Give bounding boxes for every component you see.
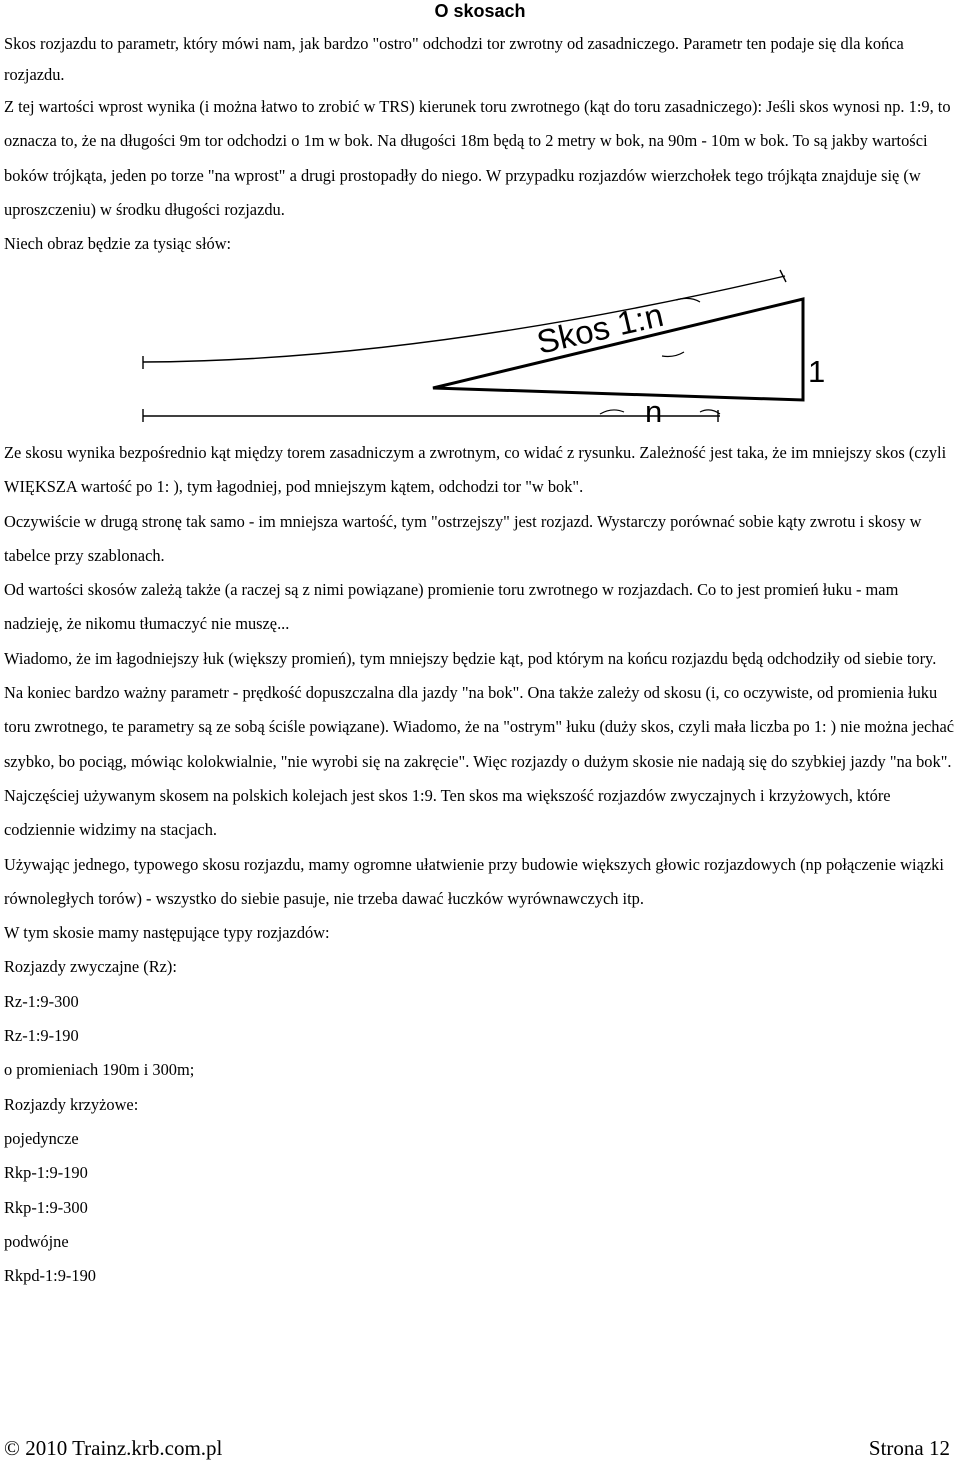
arrow-mark [700, 410, 720, 414]
list-item: Rkpd-1:9-190 [4, 1266, 96, 1286]
paragraph: Od wartości skosów zależą także (a raczej są z nimi powiązane) promienie toru zwrotnego w rozjazdach. Co to jest promień łuku - mam nadzieję, że nikomu tłumaczyć nie muszę... [4, 580, 899, 634]
paragraph: Wiadomo, że im łagodniejszy łuk (większy promień), tym mniejszy będzie kąt, pod którym na końcu rozjazdu będą odchodziły od siebie tory. [4, 648, 937, 668]
skew-label: Skos 1:n [533, 295, 667, 361]
paragraph: Z tej wartości wprost wynika (i można łatwo to zrobić w TRS) kierunek toru zwrotnego (kąt do toru zasadniczego): Jeśli skos wynosi np. 1:9, to oznacza to, że na długości 9m tor odchodzi o 1m w bok. Na długości 18m będą to 2 metry w bok, na 90m - 10m w bok. To są jakby wartości boków trójkąta, jeden po torze "na wprost" a drugi prostopadły do niego. W przypadku rozjazdów wierzchołek tego trójkąta znajduje się (w uproszczeniu) w środku długości rozjazdu. [4, 97, 951, 219]
list-heading: Rozjazdy zwyczajne (Rz): [4, 957, 177, 977]
footer-page-number: Strona 12 [868, 1436, 950, 1460]
page-title: O skosach [434, 1, 526, 21]
diverging-track-curve [143, 276, 785, 362]
page-footer [4, 1433, 950, 1463]
paragraph: Używając jednego, typowego skosu rozjazdu, mamy ogromne ułatwienie przy budowie większych głowic rozjazdowych (np połączenie wiązki równoległych torów) - wszystko do siebie pasuje, nie trzeba dawać łuczków wyrównawczych itp. [4, 854, 944, 908]
list-item: Rz-1:9-300 [4, 991, 79, 1011]
list-item: Rkp-1:9-190 [4, 1163, 88, 1183]
paragraph: Na koniec bardzo ważny parametr - prędkość dopuszczalna dla jazdy "na bok". Ona także zależy od skosu (i, co oczywiste, od promienia łuku toru zwrotnego, te parametry są ze sobą ściśle powiązane). Wiadomo, że na "ostrym" łuku (duży skos, czyli mała liczba po 1: ) nie można jechać szybko, bo pociąg, mówiąc kolokwialnie, "nie wyrobi się na zakręcie". Więc rozjazdy o dużym skosie nie nadają się do szybkiej jazdy "na bok". [4, 683, 954, 771]
paragraph: Ze skosu wynika bezpośrednio kąt między torem zasadniczym a zwrotnym, co widać z rysunku. Zależność jest taka, że im mniejszy skos (czyli WIĘKSZA wartość po 1: ), tym łagodniej, pod mniejszym kątem, odchodzi tor "w bok". [4, 443, 947, 497]
paragraph: Najczęściej używanym skosem na polskich kolejach jest skos 1:9. Ten skos ma większość rozjazdów zwyczajnych i krzyżowych, które codziennie widzimy na stacjach. [4, 785, 891, 840]
footer-copyright: © 2010 Trainz.krb.com.pl [4, 1436, 223, 1460]
intro-text [4, 28, 956, 261]
arrow-mark [600, 410, 624, 414]
paragraph: Oczywiście w drugą stronę tak samo - im mniejsza wartość, tym "ostrzejszy" jest rozjazd. Wystarczy porównać sobie kąty zwrotu i skosy w tabelce przy szablonach. [4, 511, 922, 565]
paragraph: Skos rozjazdu to parametr, który mówi nam, jak bardzo "ostro" odchodzi tor zwrotny od zasadniczego. Parametr ten podaje się dla końca rozjazdu. [4, 34, 904, 84]
side-label: 1 [808, 354, 826, 389]
base-label: n [645, 394, 663, 429]
diverging-track-end-tick [780, 270, 786, 282]
skew-diagram [0, 266, 960, 436]
paragraph: o promieniach 190m i 300m; [4, 1060, 195, 1080]
arrow-mark [662, 352, 684, 357]
list-heading: Rozjazdy krzyżowe: [4, 1094, 139, 1114]
paragraph: W tym skosie mamy następujące typy rozjazdów: [4, 923, 330, 943]
body-text [4, 436, 956, 1293]
list-subheading: podwójne [4, 1231, 69, 1251]
list-item: Rkp-1:9-300 [4, 1197, 88, 1217]
paragraph: Niech obraz będzie za tysiąc słów: [4, 234, 232, 254]
list-item: Rz-1:9-190 [4, 1026, 79, 1046]
list-subheading: pojedyncze [4, 1128, 79, 1148]
arrow-mark [676, 298, 700, 302]
